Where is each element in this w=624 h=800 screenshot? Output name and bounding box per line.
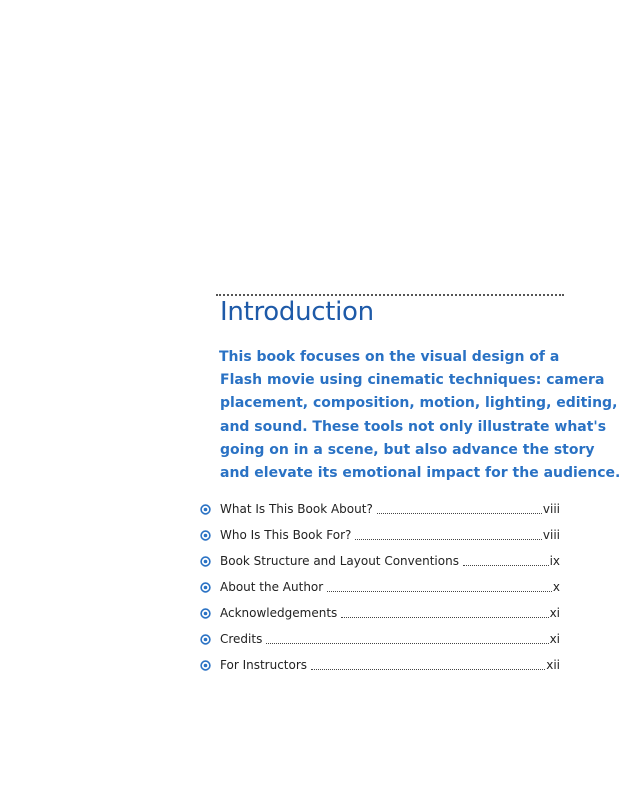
toc-entry[interactable] bbox=[200, 652, 560, 678]
toc-entry-title: What Is This Book About? bbox=[220, 502, 373, 516]
toc-page-number: xii bbox=[546, 658, 560, 672]
toc-entry-title: Credits bbox=[220, 632, 263, 646]
dotted-divider bbox=[216, 294, 564, 296]
dot-leader bbox=[327, 591, 552, 592]
table-of-contents bbox=[200, 496, 560, 678]
toc-page-number: xi bbox=[549, 632, 560, 646]
toc-entry[interactable] bbox=[200, 548, 560, 574]
toc-page-number: xi bbox=[549, 606, 560, 620]
dot-leader bbox=[311, 669, 545, 670]
toc-entry[interactable] bbox=[200, 600, 560, 626]
summary-line: This book focuses on the visual design of a bbox=[219, 349, 560, 365]
circle-bullet-icon bbox=[200, 504, 211, 515]
toc-page-number: ix bbox=[549, 554, 560, 568]
dot-leader bbox=[377, 513, 542, 514]
summary-line: going on in a scene, but also advance the story bbox=[220, 441, 595, 458]
toc-page-number: viii bbox=[542, 502, 560, 516]
toc-entry[interactable] bbox=[200, 522, 560, 548]
toc-page-number: viii bbox=[542, 528, 560, 542]
dot-leader bbox=[463, 565, 549, 566]
circle-bullet-icon bbox=[200, 660, 211, 671]
summary-line: placement, composition, motion, lighting, editing, bbox=[220, 395, 618, 412]
summary-line: Flash movie using cinematic techniques: camera bbox=[220, 372, 605, 389]
dot-leader bbox=[355, 539, 542, 540]
toc-entry[interactable] bbox=[200, 496, 560, 522]
toc-entry-title: Acknowledgements bbox=[220, 606, 338, 620]
chapter-summary bbox=[219, 346, 621, 485]
page-title: Introduction bbox=[220, 297, 374, 327]
toc-entry[interactable] bbox=[200, 574, 560, 600]
summary-line: and elevate its emotional impact for the audience. bbox=[220, 465, 621, 482]
circle-bullet-icon bbox=[200, 556, 211, 567]
circle-bullet-icon bbox=[200, 530, 211, 541]
dot-leader bbox=[341, 617, 548, 618]
circle-bullet-icon bbox=[200, 608, 211, 619]
toc-entry-title: Who Is This Book For? bbox=[220, 528, 352, 542]
dot-leader bbox=[266, 643, 548, 644]
toc-entry[interactable] bbox=[200, 626, 560, 652]
toc-entry-title: For Instructors bbox=[220, 658, 308, 672]
toc-entry-title: Book Structure and Layout Conventions bbox=[220, 554, 459, 568]
toc-entry-title: About the Author bbox=[220, 580, 324, 594]
summary-line: and sound. These tools not only illustrate what's bbox=[220, 418, 607, 435]
circle-bullet-icon bbox=[200, 634, 211, 645]
toc-page-number: x bbox=[552, 580, 560, 594]
circle-bullet-icon bbox=[200, 582, 211, 593]
